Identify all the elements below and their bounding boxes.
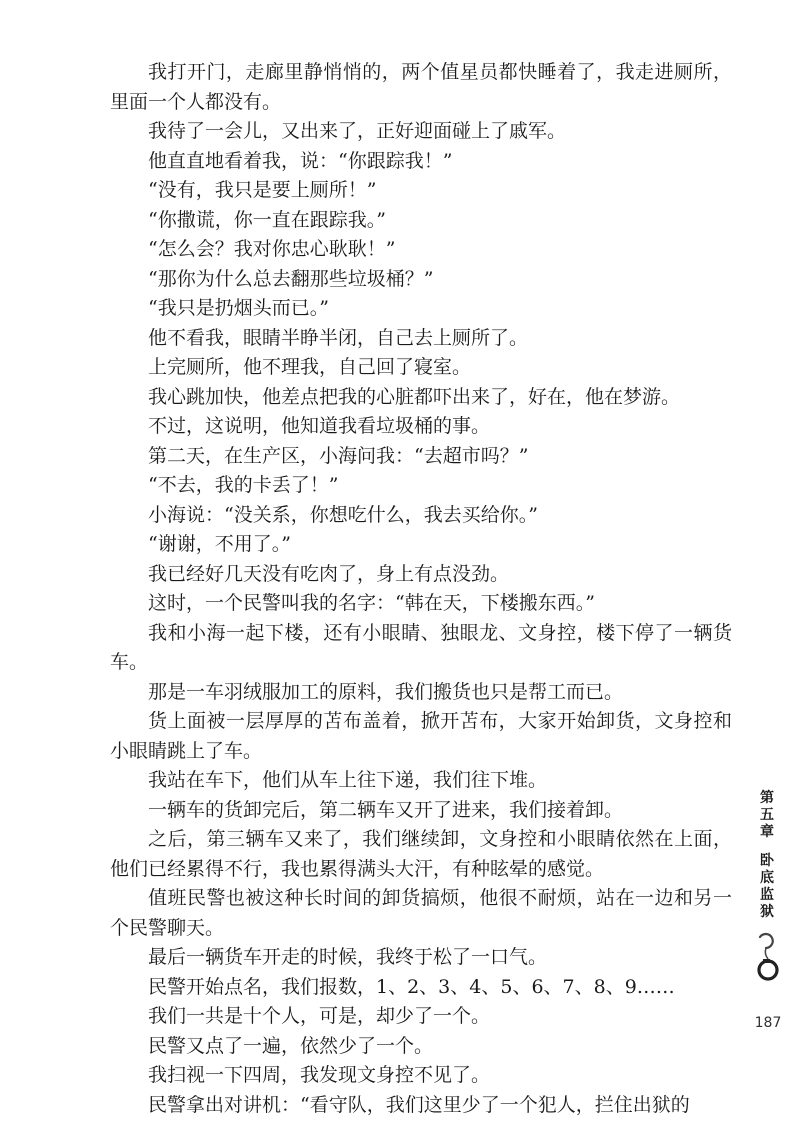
paragraph: 不过，这说明，他知道我看垃圾桶的事。 (148, 415, 491, 437)
paragraph: 民警开始点名，我们报数，1、2、3、4、5、6、7、8、9…… (148, 975, 675, 998)
paragraph: 他不看我，眼睛半睁半闭，自己去上厕所了。 (148, 326, 529, 349)
paragraph: “谢谢，不用了。” (148, 533, 291, 555)
paragraph: 那是一车羽绒服加工的原料，我们搬货也只是帮工而已。 (148, 680, 624, 703)
paragraph: 最后一辆货车开走的时候，我终于松了一口气。 (148, 946, 548, 968)
paragraph: 民警又点了一遍，依然少了一个。 (148, 1034, 434, 1057)
chapter-title: 卧底监狱 (760, 853, 774, 920)
paragraph: 这时，一个民警叫我的名字：“韩在天，下楼搬东西。” (148, 592, 595, 614)
paragraph: 民警拿出对讲机：“看守队，我们这里少了一个犯人，拦住出狱的 (148, 1093, 690, 1116)
paragraph: “不去，我的卡丢了！” (148, 474, 339, 496)
paragraph: 一辆车的货卸完后，第二辆车又开了进来，我们接着卸。 (148, 798, 624, 821)
chapter-number: 第五章 (760, 790, 774, 840)
paragraph: 之后，第三辆车又来了，我们继续卸，文身控和小眼睛依然在上面，他们已经累得不行，我也累得满头大汗，有种眩晕的感觉。 (110, 828, 732, 880)
paragraph: “我只是扔烟头而已。” (148, 297, 329, 319)
paragraph: “怎么会？我对你忠心耿耿！” (148, 238, 396, 260)
handcuffs-icon (753, 929, 781, 981)
paragraph: 小海说：“没关系，你想吃什么，我去买给你。” (148, 503, 538, 526)
body-text (110, 58, 732, 1120)
paragraph: 我打开门，走廊里静悄悄的，两个值星员都快睡着了，我走进厕所，里面一个人都没有。 (110, 61, 732, 113)
paragraph: 我已经好几天没有吃肉了，身上有点没劲。 (148, 562, 510, 585)
paragraph: “你撒谎，你一直在跟踪我。” (148, 208, 386, 231)
paragraph: 我们一共是十个人，可是，却少了一个。 (148, 1005, 491, 1027)
paragraph: 第二天，在生产区，小海问我：“去超市吗？” (148, 444, 529, 467)
paragraph: 我扫视一下四周，我发现文身控不见了。 (148, 1064, 491, 1086)
paragraph: 我和小海一起下楼，还有小眼睛、独眼龙、文身控，楼下停了一辆货车。 (110, 621, 732, 673)
paragraph: 我心跳加快，他差点把我的心脏都吓出来了，好在，他在梦游。 (148, 385, 681, 408)
paragraph: 我待了一会儿，又出来了，正好迎面碰上了戚军。 (148, 120, 567, 142)
page-number: 187 (754, 1015, 782, 1031)
paragraph: “没有，我只是要上厕所！” (148, 179, 377, 201)
paragraph: 上完厕所，他不理我，自己回了寝室。 (148, 356, 472, 378)
paragraph: 我站在车下，他们从车上往下递，我们往下堆。 (148, 769, 548, 791)
paragraph: “那你为什么总去翻那些垃圾桶？” (148, 267, 434, 290)
paragraph: 他直直地看着我，说：“你跟踪我！” (148, 149, 453, 172)
paragraph: 货上面被一层厚厚的苫布盖着，掀开苫布，大家开始卸货，文身控和小眼睛跳上了车。 (110, 710, 732, 762)
paragraph: 值班民警也被这种长时间的卸货搞烦，他很不耐烦，站在一边和另一个民警聊天。 (110, 887, 732, 939)
chapter-sidebar (752, 790, 782, 981)
